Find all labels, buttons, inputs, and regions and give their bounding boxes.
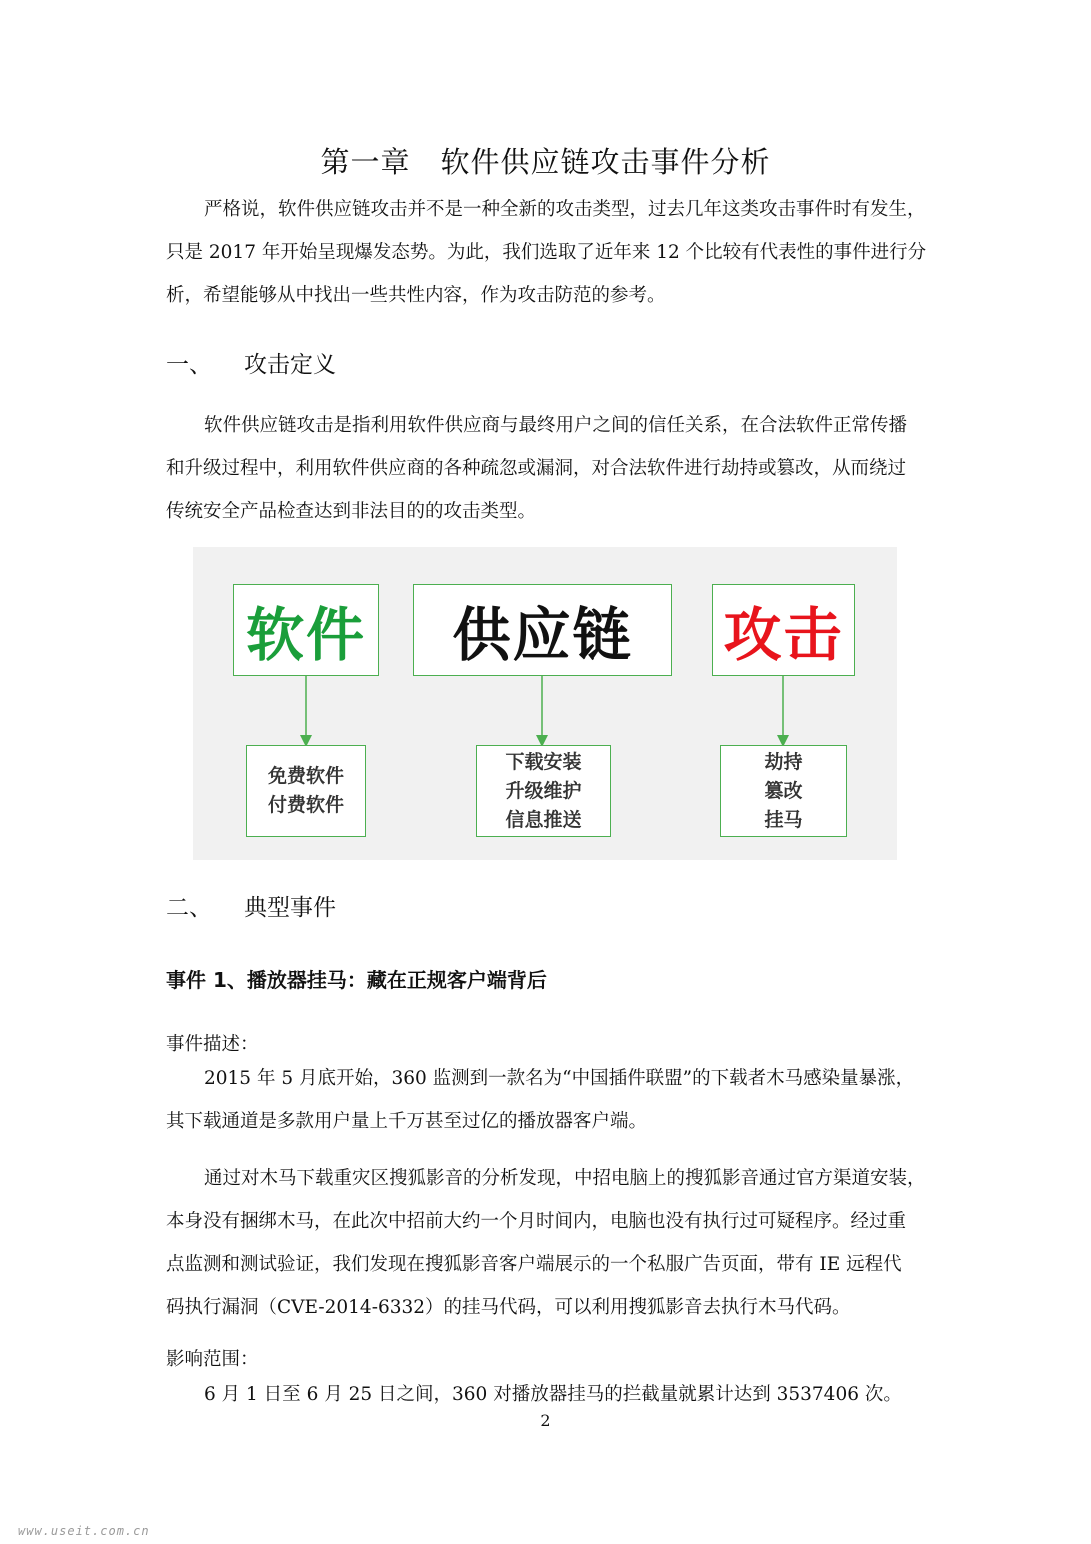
- diagram-item: 挂马: [764, 808, 803, 831]
- section-heading-2: [166, 889, 336, 922]
- definition-line: 软件供应链攻击是指利用软件供应商与最终用户之间的信任关系，在合法软件正常传播: [204, 415, 908, 436]
- event-desc-line: 2015 年 5 月底开始，360 监测到一款名为“中国插件联盟”的下载者木马感染量暴涨，: [204, 1068, 915, 1089]
- definition-line: 和升级过程中，利用软件供应商的各种疏忽或漏洞，对合法软件进行劫持或篡改，从而绕过: [166, 458, 907, 479]
- diagram-label-supply-chain: 供应链: [452, 601, 633, 669]
- intro-line: 严格说，软件供应链攻击并不是一种全新的攻击类型，过去几年这类攻击事件时有发生，: [204, 199, 926, 220]
- watermark: www.useit.com.cn: [18, 1524, 150, 1538]
- event-desc-line: 通过对木马下载重灾区搜狐影音的分析发现，中招电脑上的搜狐影音通过官方渠道安装，: [204, 1168, 926, 1189]
- section-title: 典型事件: [244, 895, 336, 921]
- event-desc-line: 点监测和测试验证，我们发现在搜狐影音客户端展示的一个私服广告页面，带有 IE 远程代: [166, 1254, 902, 1275]
- definition-paragraph: [166, 404, 928, 533]
- diagram-box-supply-chain-stages: [476, 745, 611, 837]
- diagram-label-software: 软件: [245, 601, 366, 669]
- diagram-item: 下载安装: [505, 750, 582, 773]
- intro-line: 析，希望能够从中找出一些共性内容，作为攻击防范的参考。: [166, 285, 666, 306]
- event-impact-line: 6 月 1 日至 6 月 25 日之间，360 对播放器挂马的拦截量就累计达到 3537406 次。: [204, 1384, 902, 1405]
- event-title: 事件 1、播放器挂马：藏在正规客户端背后: [166, 968, 547, 992]
- diagram-box-software-types: [246, 745, 366, 837]
- diagram-item: 升级维护: [505, 779, 582, 802]
- diagram-item: 篡改: [764, 779, 803, 802]
- section-heading-1: [166, 346, 336, 379]
- section-number: 一、: [166, 352, 212, 378]
- diagram-item: 付费软件: [267, 794, 344, 816]
- diagram-box-attack-methods: [720, 745, 847, 837]
- diagram-item: 信息推送: [505, 808, 582, 831]
- event-desc-line: 本身没有捆绑木马，在此次中招前大约一个月时间内，电脑也没有执行过可疑程序。经过重: [166, 1211, 907, 1232]
- page-number: 2: [540, 1411, 551, 1430]
- supply-chain-diagram: [193, 547, 897, 860]
- diagram-item: 劫持: [764, 750, 803, 773]
- event-desc-line: 其下载通道是多款用户量上千万甚至过亿的播放器客户端。: [166, 1111, 648, 1132]
- section-number: 二、: [166, 895, 212, 921]
- event-desc-paragraph-2: [166, 1157, 928, 1329]
- diagram-item: 免费软件: [267, 765, 344, 787]
- event-desc-paragraph-1: [166, 1057, 928, 1143]
- section-title: 攻击定义: [244, 352, 336, 378]
- intro-paragraph: [166, 188, 928, 317]
- diagram-label-attack: 攻击: [723, 601, 844, 669]
- intro-line: 只是 2017 年开始呈现爆发态势。为此，我们选取了近年来 12 个比较有代表性的事件进行分: [166, 242, 927, 263]
- chapter-title: 第一章 软件供应链攻击事件分析: [320, 145, 771, 179]
- event-desc-label: 事件描述：: [166, 1034, 259, 1055]
- event-impact-label: 影响范围：: [166, 1349, 259, 1370]
- event-desc-line: 码执行漏洞（CVE-2014-6332）的挂马代码，可以利用搜狐影音去执行木马代码。: [166, 1297, 851, 1318]
- definition-line: 传统安全产品检查达到非法目的的攻击类型。: [166, 501, 537, 522]
